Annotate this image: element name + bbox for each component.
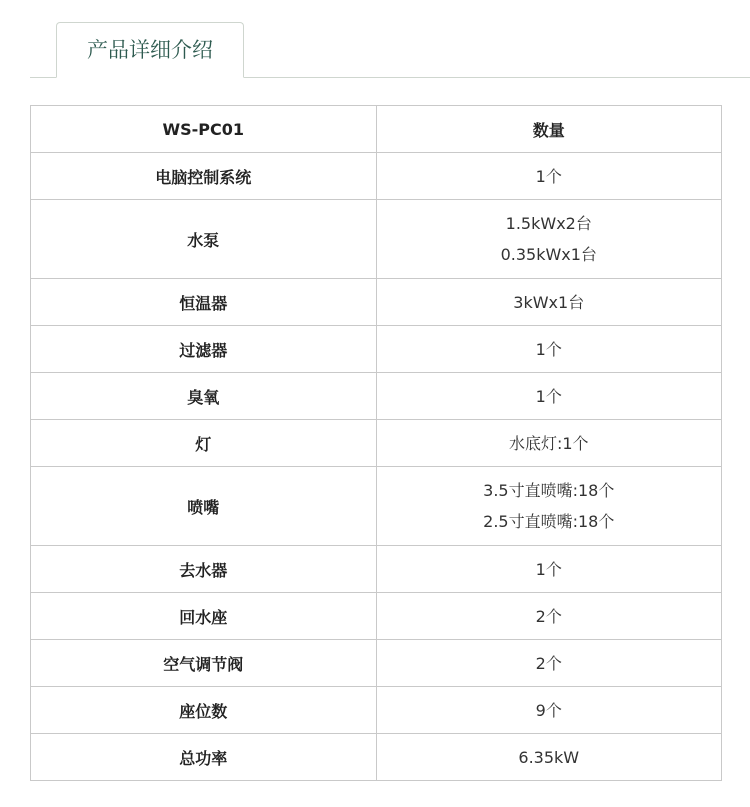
table-row xyxy=(31,640,722,687)
row-value xyxy=(376,640,722,687)
value-line: 3.5寸直喷嘴:18个 xyxy=(483,481,615,500)
header-quantity: 数量 xyxy=(376,106,722,153)
value-line: 2个 xyxy=(535,653,562,673)
row-name: 水泵 xyxy=(31,200,377,279)
table-row xyxy=(31,593,722,640)
table-row xyxy=(31,373,722,420)
value-line: 1个 xyxy=(535,166,562,186)
row-name: 空气调节阀 xyxy=(31,640,377,687)
header-model: WS-PC01 xyxy=(31,106,377,153)
value-line: 0.35kWx1台 xyxy=(500,245,597,264)
row-value xyxy=(376,593,722,640)
row-value xyxy=(376,687,722,734)
row-value xyxy=(376,467,722,546)
tab-bar xyxy=(30,0,750,78)
value-line: 1个 xyxy=(535,339,562,359)
table-row xyxy=(31,153,722,200)
table-row xyxy=(31,279,722,326)
value-line: 3kWx1台 xyxy=(513,292,585,312)
spec-table xyxy=(30,105,722,781)
table-row xyxy=(31,687,722,734)
row-value xyxy=(376,546,722,593)
row-name: 座位数 xyxy=(31,687,377,734)
table-row xyxy=(31,200,722,279)
table-row xyxy=(31,467,722,546)
value-line: 1个 xyxy=(535,386,562,406)
row-name: 电脑控制系统 xyxy=(31,153,377,200)
row-value xyxy=(376,279,722,326)
row-name: 臭氧 xyxy=(31,373,377,420)
row-value xyxy=(376,420,722,467)
row-name: 过滤器 xyxy=(31,326,377,373)
value-line: 1.5kWx2台 xyxy=(505,214,592,233)
value-line: 6.35kW xyxy=(518,747,580,767)
row-name: 总功率 xyxy=(31,734,377,781)
value-line: 2个 xyxy=(535,606,562,626)
table-header-row xyxy=(31,106,722,153)
row-value xyxy=(376,153,722,200)
row-value xyxy=(376,373,722,420)
value-line: 2.5寸直喷嘴:18个 xyxy=(483,512,615,531)
row-name: 灯 xyxy=(31,420,377,467)
table-row xyxy=(31,734,722,781)
row-name: 喷嘴 xyxy=(31,467,377,546)
value-line: 水底灯:1个 xyxy=(508,433,589,453)
value-line: 9个 xyxy=(535,700,562,720)
table-row xyxy=(31,326,722,373)
value-line: 1个 xyxy=(535,559,562,579)
row-name: 去水器 xyxy=(31,546,377,593)
row-value xyxy=(376,326,722,373)
spec-table-body xyxy=(31,106,722,781)
row-name: 恒温器 xyxy=(31,279,377,326)
row-name: 回水座 xyxy=(31,593,377,640)
table-row xyxy=(31,546,722,593)
row-value xyxy=(376,200,722,279)
table-row xyxy=(31,420,722,467)
row-value xyxy=(376,734,722,781)
tab-product-details[interactable]: 产品详细介绍 xyxy=(56,22,244,78)
